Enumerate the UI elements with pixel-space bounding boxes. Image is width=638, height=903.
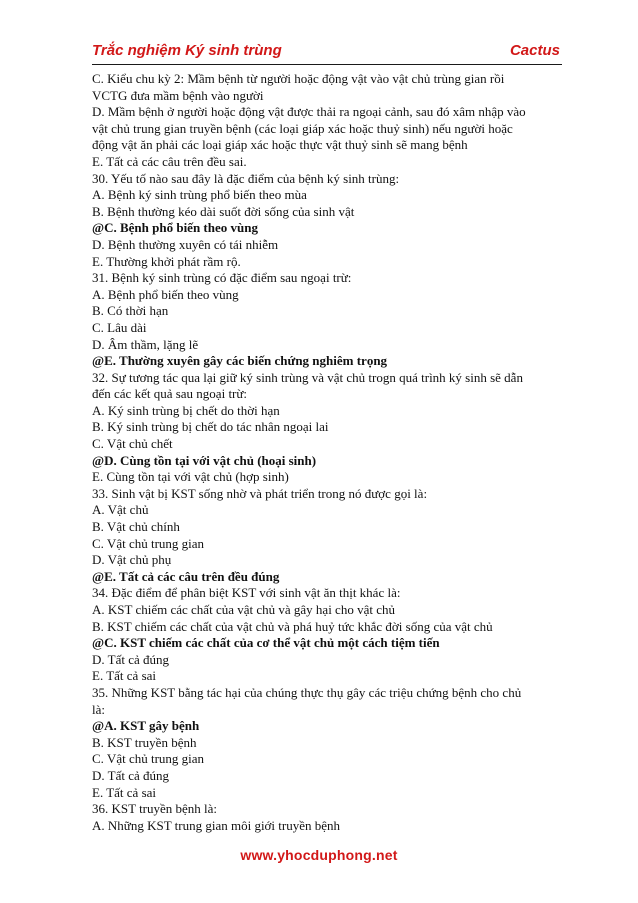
footer-website: www.yhocduphong.net: [240, 847, 398, 863]
answer-option: A. Bệnh ký sinh trùng phổ biến theo mùa: [92, 187, 307, 203]
correct-answer: @E. Tất cả các câu trên đều đúng: [92, 568, 280, 584]
answer-option: D. Âm thầm, lặng lẽ: [92, 336, 199, 352]
question-line: 36. KST truyền bệnh là:: [92, 801, 218, 817]
answer-option: B. Bệnh thường kéo dài suốt đời sống của sinh vật: [92, 203, 355, 219]
text-line: động vật ăn phải các loại giáp xác hoặc thực vật thuỷ sinh sẽ mang bệnh: [92, 137, 468, 153]
answer-option: E. Thường khởi phát rầm rộ.: [92, 253, 241, 269]
answer-option: B. KST truyền bệnh: [92, 734, 197, 750]
answer-option: E. Tất cả sai: [92, 668, 157, 684]
answer-option: A. Ký sinh trùng bị chết do thời hạn: [92, 402, 280, 418]
answer-option: C. Vật chủ trung gian: [92, 751, 205, 767]
answer-option: D. Tất cả đúng: [92, 651, 170, 667]
text-line: VCTG đưa mầm bệnh vào người: [92, 87, 264, 103]
text-line: vật chủ trung gian truyền bệnh (các loại giáp xác hoặc thuỷ sinh) nếu người hoặc: [92, 120, 513, 136]
answer-option: A. KST chiếm các chất của vật chủ và gây hại cho vật chủ: [92, 602, 395, 617]
answer-option: C. Vật chủ chết: [92, 436, 173, 452]
answer-option: B. Vật chủ chính: [92, 519, 180, 535]
question-line: 33. Sinh vật bị KST sống nhờ và phát triển trong nó được gọi là:: [92, 485, 428, 501]
answer-option: D. Vật chủ phụ: [92, 552, 172, 568]
text-line: C. Kiểu chu kỳ 2: Mầm bệnh từ người hoặc động vật vào vật chủ trùng gian rồi: [92, 71, 505, 86]
page-header: [92, 42, 562, 65]
answer-option: E. Tất cả sai: [92, 784, 157, 800]
document-title: Trắc nghiệm Ký sinh trùng: [92, 42, 282, 59]
correct-answer: @C. Bệnh phổ biến theo vùng: [92, 220, 258, 236]
answer-option: D. Bệnh thường xuyên có tái nhiễm: [92, 236, 279, 252]
question-line: đến các kết quả sau ngoại trừ:: [92, 386, 248, 402]
correct-answer: @D. Cùng tồn tại với vật chủ (hoại sinh): [92, 452, 317, 468]
question-line: là:: [92, 701, 105, 717]
correct-answer: @A. KST gây bệnh: [92, 718, 200, 734]
correct-answer: @E. Thường xuyên gây các biến chứng nghiêm trọng: [92, 353, 388, 369]
answer-option: C. Vật chủ trung gian: [92, 535, 205, 551]
answer-option: B. Có thời hạn: [92, 303, 169, 319]
text-line: E. Tất cả các câu trên đều sai.: [92, 153, 247, 169]
answer-option: A. Vật chủ: [92, 502, 149, 518]
question-line: 32. Sự tương tác qua lại giữ ký sinh trùng và vật chủ trogn quá trình ký sinh sẽ dẫn: [92, 369, 523, 385]
answer-option: A. Bệnh phổ biến theo vùng: [92, 286, 239, 302]
answer-option: E. Cùng tồn tại với vật chủ (hợp sinh): [92, 469, 289, 485]
question-line: 30. Yếu tố nào sau đây là đặc điểm của bệnh ký sinh trùng:: [92, 170, 400, 186]
document-body: [92, 71, 572, 834]
question-line: 31. Bệnh ký sinh trùng có đặc điểm sau ngoại trừ:: [92, 270, 352, 286]
answer-option: D. Tất cả đúng: [92, 767, 170, 783]
question-line: 35. Những KST bằng tác hại của chúng thực thụ gây các triệu chứng bệnh cho chủ: [92, 684, 522, 700]
answer-option: C. Lâu dài: [92, 319, 147, 335]
answer-option: A. Những KST trung gian môi giới truyền bệnh: [92, 817, 341, 833]
question-line: 34. Đặc điểm để phân biệt KST với sinh vật ăn thịt khác là:: [92, 585, 401, 601]
correct-answer: @C. KST chiếm các chất của cơ thể vật chủ một cách tiệm tiến: [92, 635, 440, 651]
answer-option: B. Ký sinh trùng bị chết do tác nhân ngoại lai: [92, 419, 329, 435]
answer-option: B. KST chiếm các chất của vật chủ và phá huỷ tức khắc đời sống của vật chủ: [92, 618, 493, 634]
text-line: D. Mầm bệnh ở người hoặc động vật được thải ra ngoại cảnh, sau đó xâm nhập vào: [92, 104, 526, 120]
header-brand: Cactus: [509, 42, 560, 59]
